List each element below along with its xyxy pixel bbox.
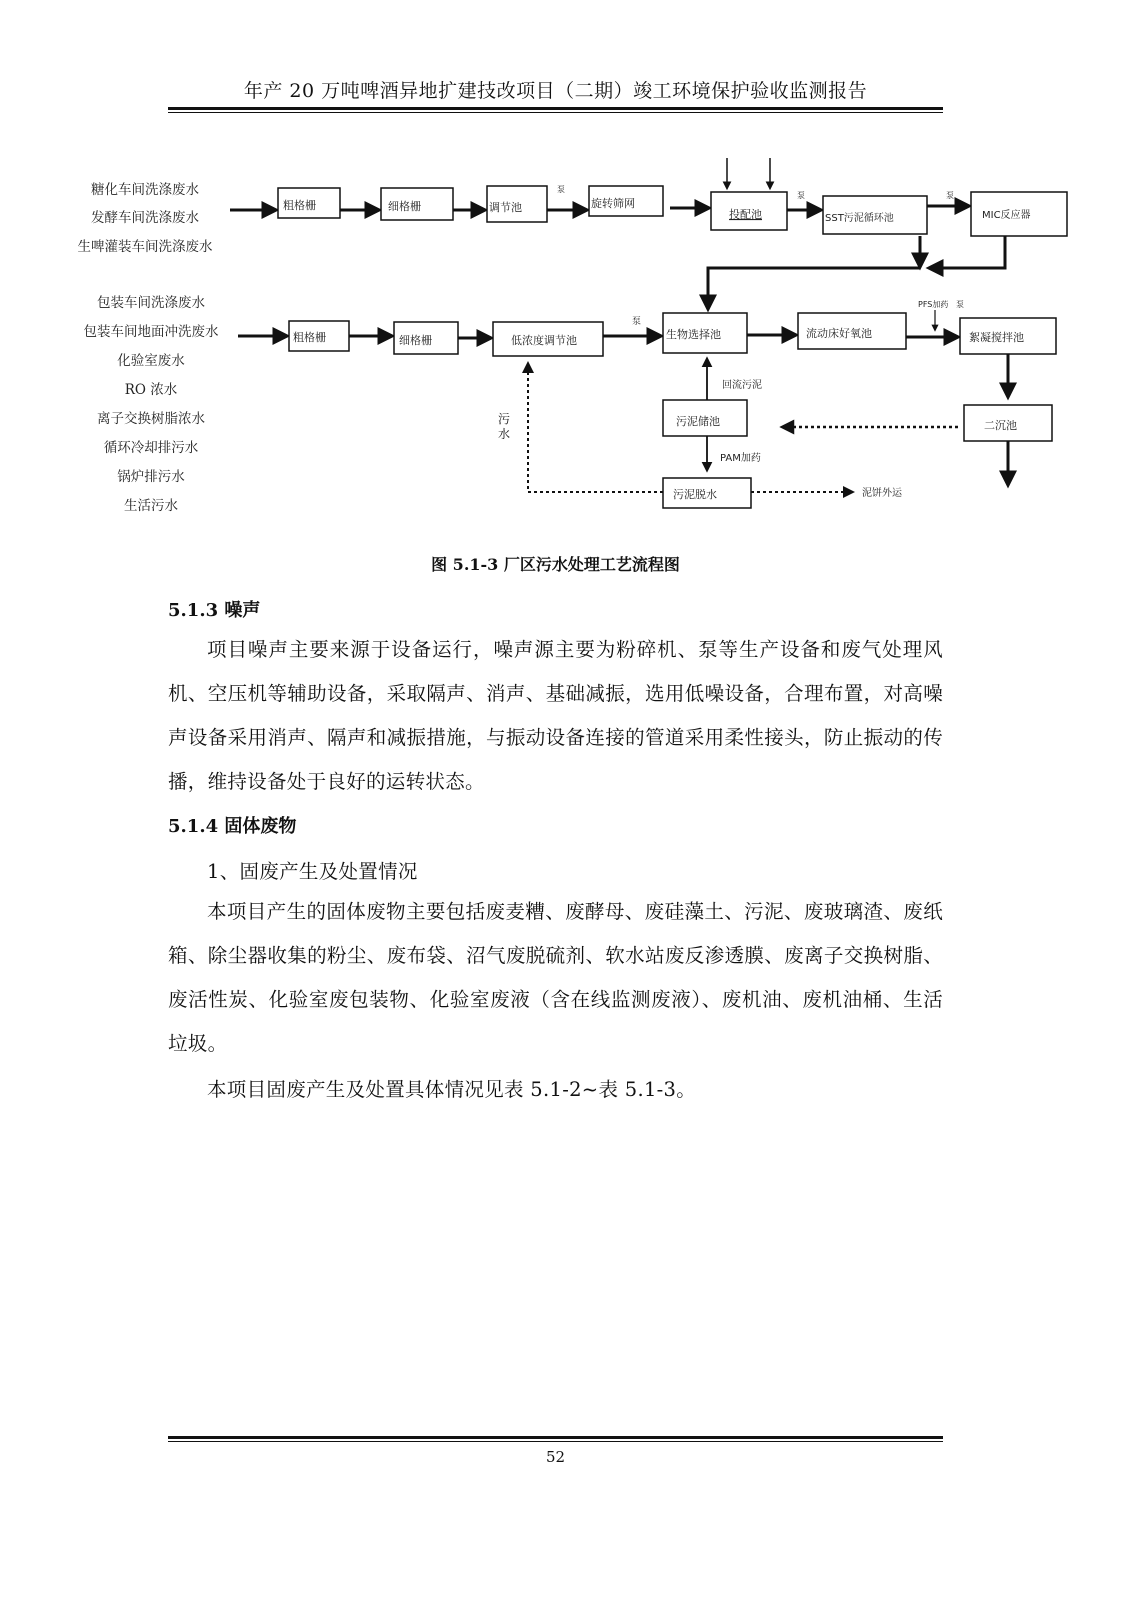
- source-label: 锅炉排污水: [117, 469, 185, 485]
- box-label: 粗格栅: [293, 331, 326, 344]
- box-label: 细格栅: [388, 200, 421, 213]
- dosing-label: PFS加药: [918, 300, 949, 309]
- header-rule: [168, 107, 943, 110]
- pump-label: 泵: [797, 191, 805, 200]
- source-label: 生活污水: [124, 498, 178, 514]
- source-label: 包装车间地面冲洗废水: [83, 324, 219, 340]
- box-label: 调节池: [489, 201, 522, 214]
- pam-label: PAM加药: [720, 453, 761, 464]
- box-label: 低浓度调节池: [511, 334, 577, 347]
- header-title: 年产 20 万吨啤酒异地扩建技改项目（二期）竣工环境保护验收监测报告: [243, 80, 868, 102]
- noise-paragraph: 项目噪声主要来源于设备运行，噪声源主要为粉碎机、泵等生产设备和废气处理风机、空压机等辅助设备，采取隔声、消声、基础减振，选用低噪设备，合理布置，对高噪声设备采用消声、隔声和减振措施，与振动设备连接的管道采用柔性接头，防止振动的传播，维持设备处于良好的运转状态。: [168, 638, 943, 793]
- source-label: RO 浓水: [124, 382, 178, 398]
- box-label: 污泥储池: [676, 415, 720, 428]
- footer-rule-thin: [168, 1441, 943, 1442]
- source-label: 离子交换树脂浓水: [97, 411, 205, 427]
- solid-waste-subtitle: 1、固废产生及处置情况: [207, 860, 418, 883]
- source-label: 发酵车间洗涤废水: [91, 210, 199, 226]
- box-label: 旋转筛网: [591, 197, 635, 210]
- flow-arrow: [708, 268, 920, 308]
- source-label: 化验室废水: [117, 353, 185, 369]
- source-label: 生啤灌装车间洗涤废水: [77, 239, 213, 255]
- pump-label: 泵: [956, 300, 964, 309]
- return-sludge-label: 回流污泥: [722, 380, 762, 391]
- pump-label: 泵: [557, 185, 565, 194]
- solid-waste-paragraph: 本项目产生的固体废物主要包括废麦糟、废酵母、废硅藻土、污泥、废玻璃渣、废纸箱、除尘器收集的粉尘、废布袋、沼气废脱硫剂、软水站废反渗透膜、废离子交换树脂、废活性炭、化验室废包装物、化验室废液（含在线监测废液）、废机油、废机油桶、生活垃圾。: [168, 900, 943, 1055]
- sludge-cake-label: 泥饼外运: [862, 488, 902, 499]
- box-label: 粗格栅: [283, 199, 316, 212]
- filtrate-arrow: [528, 364, 663, 492]
- wastewater-label: 污水: [498, 412, 511, 441]
- page-number: 52: [545, 1448, 566, 1466]
- box-label: 流动床好氧池: [806, 327, 872, 340]
- footer-rule: [168, 1436, 943, 1439]
- box-label: 投配池: [729, 208, 762, 221]
- figure-caption: 图 5.1-3 厂区污水处理工艺流程图: [431, 555, 680, 574]
- table-reference: 本项目固废产生及处置具体情况见表 5.1-2~表 5.1-3。: [207, 1078, 697, 1101]
- flow-svg: [70, 150, 1070, 530]
- pump-label: 泵: [946, 191, 954, 200]
- flow-arrow: [930, 236, 1005, 268]
- box-label: 生物选择池: [666, 328, 721, 341]
- box-label: 二沉池: [984, 419, 1017, 432]
- box-label: 污泥脱水: [673, 488, 717, 501]
- source-label: 糖化车间洗涤废水: [91, 182, 199, 198]
- section-title-solid-waste: 5.1.4 固体废物: [168, 816, 297, 837]
- source-label: 包装车间洗涤废水: [97, 295, 205, 311]
- box-label: 细格栅: [399, 334, 432, 347]
- box-label: 絮凝搅拌池: [969, 331, 1024, 344]
- source-label: 循环冷却排污水: [103, 440, 199, 456]
- section-title-noise: 5.1.3 噪声: [168, 600, 261, 621]
- header-rule-thin: [168, 112, 943, 113]
- process-flow-diagram: [70, 150, 1070, 530]
- box-label: SST污泥循环池: [825, 213, 894, 224]
- pump-label: 泵: [632, 317, 642, 327]
- box-label: MIC反应器: [982, 210, 1031, 221]
